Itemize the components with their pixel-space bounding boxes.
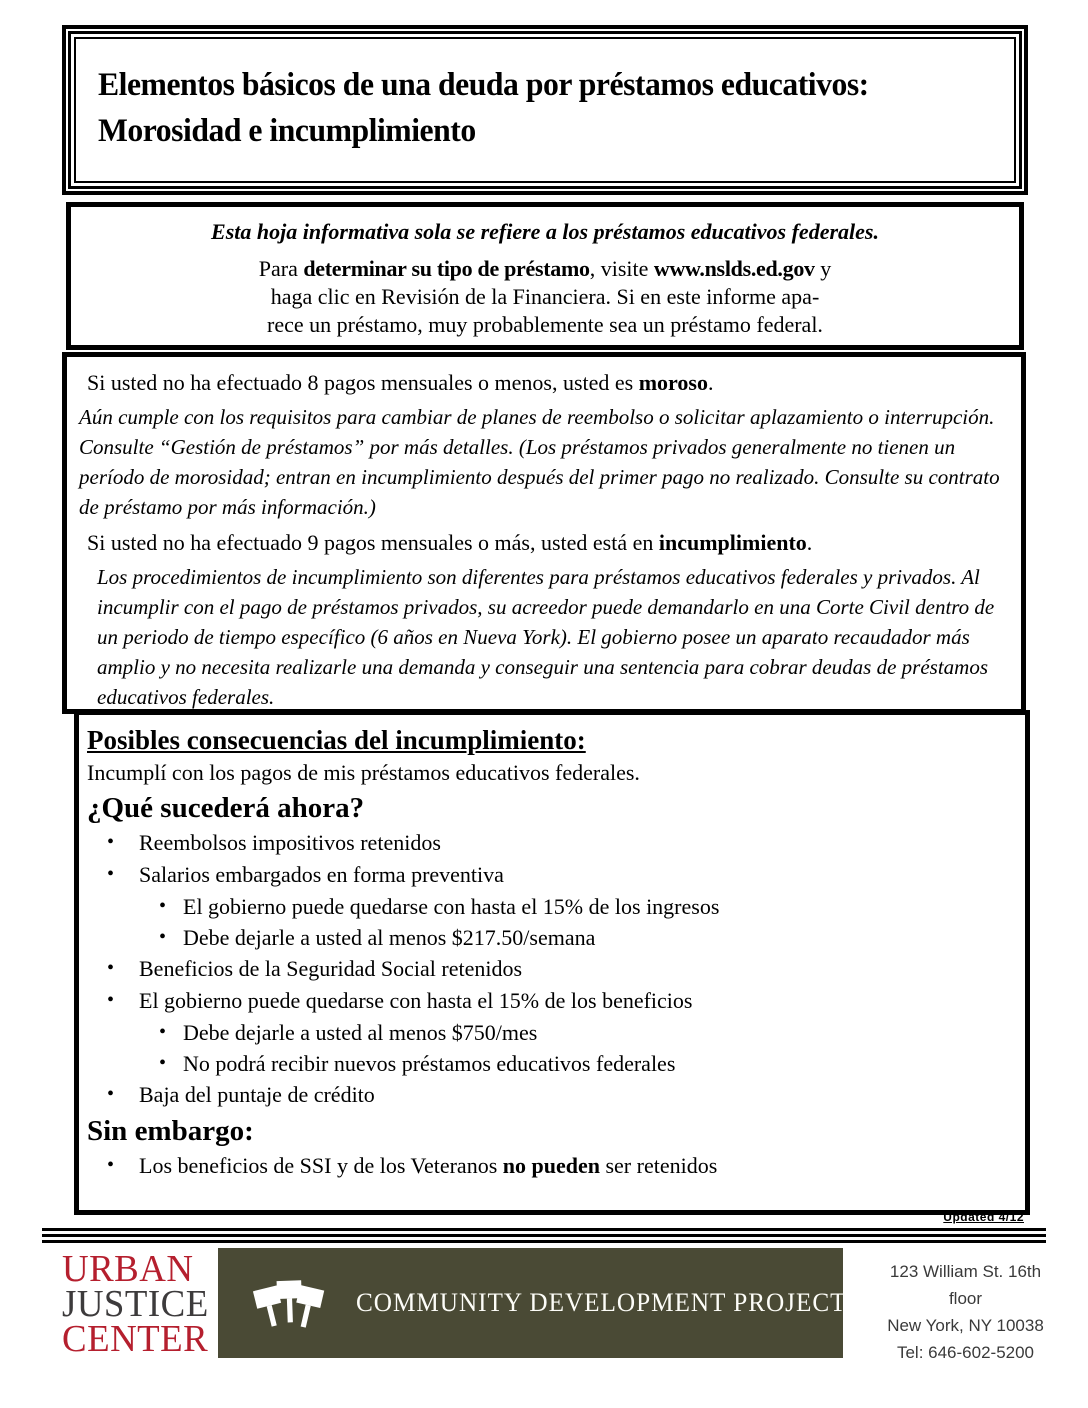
delinquent-line xyxy=(87,369,1007,397)
delinquent-prefix: Si usted no ha efectuado 8 pagos mensuales o menos, usted es xyxy=(87,370,639,395)
list-item: • Baja del puntaje de crédito xyxy=(87,1083,1005,1107)
separator-line xyxy=(42,1234,1046,1237)
title-box-mid-border xyxy=(68,31,1022,189)
info-box xyxy=(66,202,1024,350)
info-line-1-text: Para xyxy=(258,256,304,281)
list-item: • Beneficios de la Seguridad Social retenidos xyxy=(87,957,1005,981)
separator-rule xyxy=(42,1228,1046,1246)
info-heading: Esta hoja informativa sola se refiere a los préstamos educativos federales. xyxy=(211,219,879,244)
however-list xyxy=(87,1154,1005,1178)
title-box xyxy=(62,25,1028,195)
project-name: COMMUNITY DEVELOPMENT PROJECT xyxy=(356,1288,847,1317)
default-note: Los procedimientos de incumplimiento son diferentes para préstamos educativos federales y privados. Al incumplir con el pago de préstamos privados, su acreedor puede demandarlo en una Corte Civil dentro de un periodo de tiempo específico (6 años en Nueva York). El gobierno posee un aparato recaudador más amplio y no necesita realizarle una demanda y conseguir una sentencia para cobrar deudas de préstamos educativos federales. xyxy=(97,565,995,709)
list-item xyxy=(87,1154,1005,1178)
delinquent-term: moroso xyxy=(638,370,708,395)
info-line-1 xyxy=(101,255,989,283)
org-line-center: CENTER xyxy=(62,1318,209,1360)
list-item: • Salarios embargados en forma preventiva xyxy=(87,863,1005,887)
however-emphasis: no pueden xyxy=(502,1153,600,1178)
delinquent-suffix: . xyxy=(707,370,714,395)
list-item: • El gobierno puede quedarse con hasta el 15% de los ingresos xyxy=(87,895,1005,919)
org-line-justice: JUSTICE xyxy=(62,1283,209,1325)
nslds-url: www.nslds.ed.gov xyxy=(653,256,815,281)
consequences-intro: Incumplí con los pagos de mis préstamos educativos federales. xyxy=(87,760,640,785)
info-line-1-text3: y xyxy=(814,256,832,281)
address-line: floor xyxy=(948,1289,983,1308)
title-box-inner-border xyxy=(74,37,1016,183)
however-prefix: Los beneficios de SSI y de los Veteranos xyxy=(139,1153,503,1178)
status-box xyxy=(62,352,1026,714)
page-title-line1: Elementos básicos de una deuda por préstamos educativos: xyxy=(98,67,869,103)
page-title-line2: Morosidad e incumplimiento xyxy=(98,112,476,149)
page-title xyxy=(98,63,966,154)
info-line-2: haga clic en Revisión de la Financiera. Si en este informe apa- xyxy=(270,284,820,309)
picket-signs-icon xyxy=(248,1261,330,1345)
loan-type-emphasis: determinar su tipo de préstamo xyxy=(303,256,590,281)
ujc-logo xyxy=(62,1248,209,1360)
default-suffix: . xyxy=(806,530,813,555)
address-line: New York, NY 10038 xyxy=(887,1316,1044,1335)
info-line-3: rece un préstamo, muy probablemente sea un préstamo federal. xyxy=(267,312,823,337)
separator-line xyxy=(42,1240,1046,1243)
org-line-urban: URBAN xyxy=(62,1248,194,1290)
address-line: 123 William St. 16th xyxy=(889,1262,1042,1281)
info-line-1-text2: , visite xyxy=(589,256,654,281)
however-suffix: ser retenidos xyxy=(599,1153,718,1178)
however-heading: Sin embargo: xyxy=(87,1115,254,1147)
list-item: • No podrá recibir nuevos préstamos educativos federales xyxy=(87,1052,1005,1076)
list-item: • Debe dejarle a usted al menos $217.50/semana xyxy=(87,926,1005,950)
consequences-list xyxy=(87,831,1005,1107)
separator-line xyxy=(42,1228,1046,1231)
consequences-box xyxy=(74,710,1030,1215)
question-heading: ¿Qué sucederá ahora? xyxy=(87,792,365,824)
address-line: Tel: 646-602-5200 xyxy=(896,1343,1035,1362)
default-prefix: Si usted no ha efectuado 9 pagos mensuales o más, usted está en xyxy=(87,530,659,555)
consequences-heading: Posibles consecuencias del incumplimiento: xyxy=(87,725,586,755)
footer xyxy=(62,1248,1088,1366)
list-item: • Reembolsos impositivos retenidos xyxy=(87,831,1005,855)
list-item: • Debe dejarle a usted al menos $750/mes xyxy=(87,1021,1005,1045)
address-block xyxy=(843,1248,1088,1366)
delinquent-note: Aún cumple con los requisitos para cambiar de planes de reembolso o solicitar aplazamiento o interrupción. Consulte “Gestión de préstamos” por más detalles. (Los préstamos privados generalmente no tienen un período de morosidad; entran en incumplimiento después del primer pago no realizado. Consulte su contrato de préstamo por más información.) xyxy=(79,405,1000,519)
default-term: incumplimiento xyxy=(658,530,807,555)
list-item: • El gobierno puede quedarse con hasta el 15% de los beneficios xyxy=(87,989,1005,1013)
updated-label: Updated 4/12 xyxy=(943,1210,1024,1224)
default-line xyxy=(87,529,1007,557)
cdp-banner xyxy=(218,1248,847,1358)
